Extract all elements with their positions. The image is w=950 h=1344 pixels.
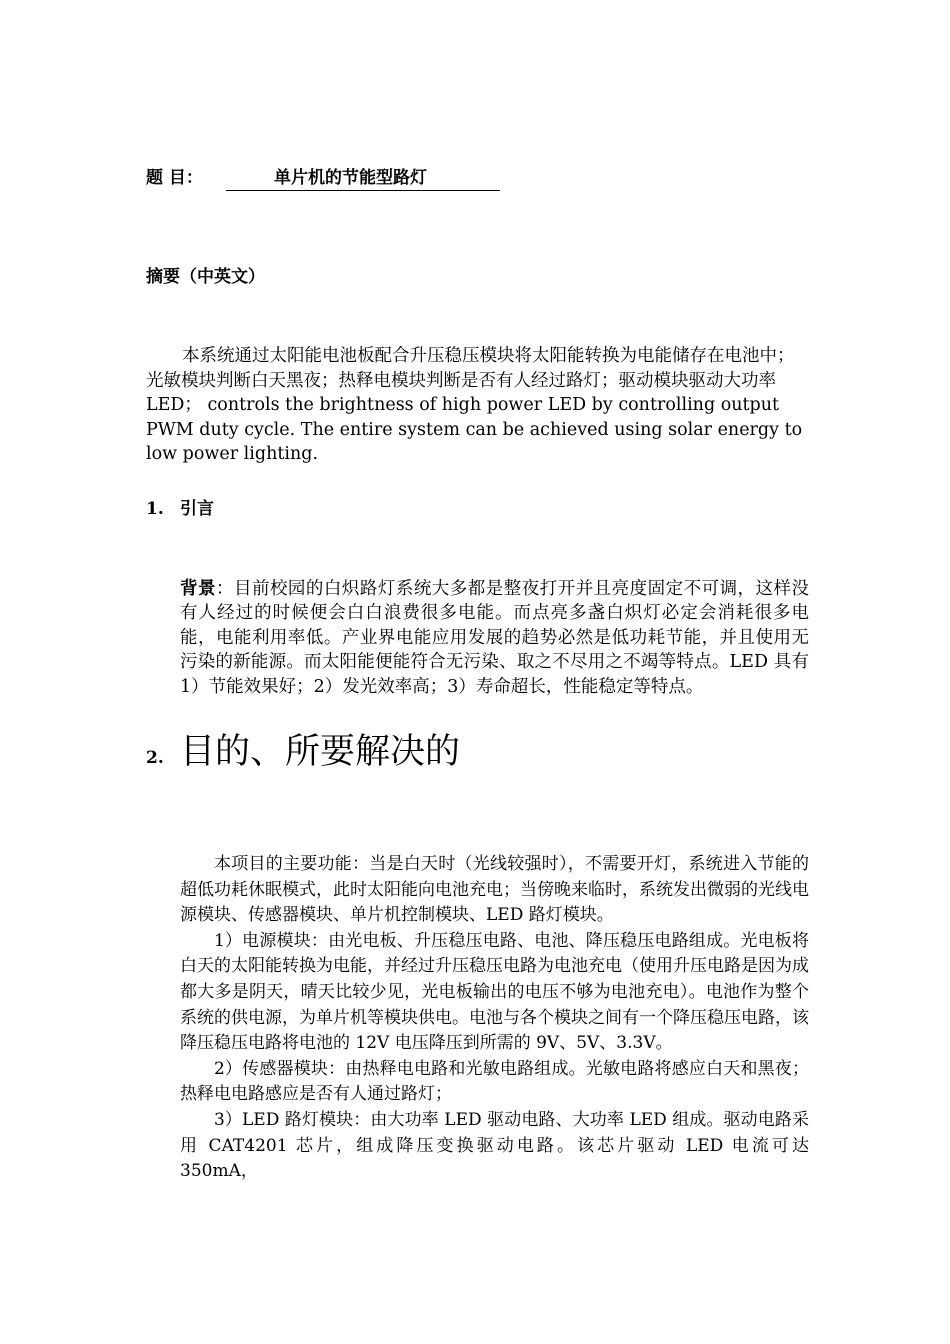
paragraph: 2）传感器模块：由热释电电路和光敏电路组成。光敏电路将感应白天和黑夜；热释电电路感应是否有人通过路灯；	[180, 1058, 809, 1105]
abstract-heading: 摘要（中英文）	[146, 267, 265, 287]
title-label: 题 目：	[146, 168, 203, 188]
background-paragraph	[180, 577, 809, 699]
background-text: ：目前校园的白炽路灯系统大多都是整夜打开并且亮度固定不可调，这样没有人经过的时候便会白白浪费很多电能。而点亮多盏白炽灯必定会消耗很多电能，电能利用率低。产业界电能应用发展的趋势必然是低功耗节能，并且使用无污染的新能源。而太阳能便能符合无污染、取之不尽用之不竭等特点。LED 具有 1）节能效果好；2）发光效率高；3）寿命超长，性能稳定等特点。	[180, 579, 810, 697]
section-2-body	[180, 852, 809, 1185]
paragraph: 本项目的主要功能：当是白天时（光线较强时），不需要开灯，系统进入节能的超低功耗休眠模式，此时太阳能向电池充电；当傍晚来临时，系统发出微弱的光线电源模块、传感器模块、单片机控制模块、LED 路灯模块。	[180, 854, 809, 926]
title-row	[146, 166, 500, 191]
paragraph: 1）电源模块：由光电板、升压稳压电路、电池、降压稳压电路组成。光电板将白天的太阳能转换为电能，并经过升压稳压电路为电池充电（使用升压电路是因为成都大多是阴天，晴天比较少见，光电板输出的电压不够为电池充电）。电池作为整个系统的供电源，为单片机等模块供电。电池与各个模块之间有一个降压稳压电路，该降压稳压电路将电池的 12V 电压降压到所需的 9V、5V、3.3V。	[180, 930, 809, 1054]
section-1-heading	[146, 497, 214, 521]
title-value: 单片机的节能型路灯	[226, 166, 500, 191]
section-1-title: 引言	[180, 499, 214, 519]
section-2-heading	[146, 728, 460, 782]
section-1-number: 1.	[146, 499, 164, 519]
background-label: 背景	[180, 579, 216, 599]
section-2-title: 目的、所要解决的	[180, 732, 461, 772]
abstract-body: 本系统通过太阳能电池板配合升压稳压模块将太阳能转换为电能储存在电池中；光敏模块判断白天黑夜；热释电模块判断是否有人经过路灯；驱动模块驱动大功率 LED； controls the brightness of high power LED by controlling output PWM duty cycle. The entire system can be achieved using solar energy to low power lighting.	[146, 346, 803, 464]
paragraph: 3）LED 路灯模块：由大功率 LED 驱动电路、大功率 LED 组成。驱动电路采用 CAT4201 芯片，组成降压变换驱动电路。该芯片驱动 LED 电流可达 350mA，	[180, 1109, 809, 1182]
section-2-number: 2.	[146, 748, 164, 768]
